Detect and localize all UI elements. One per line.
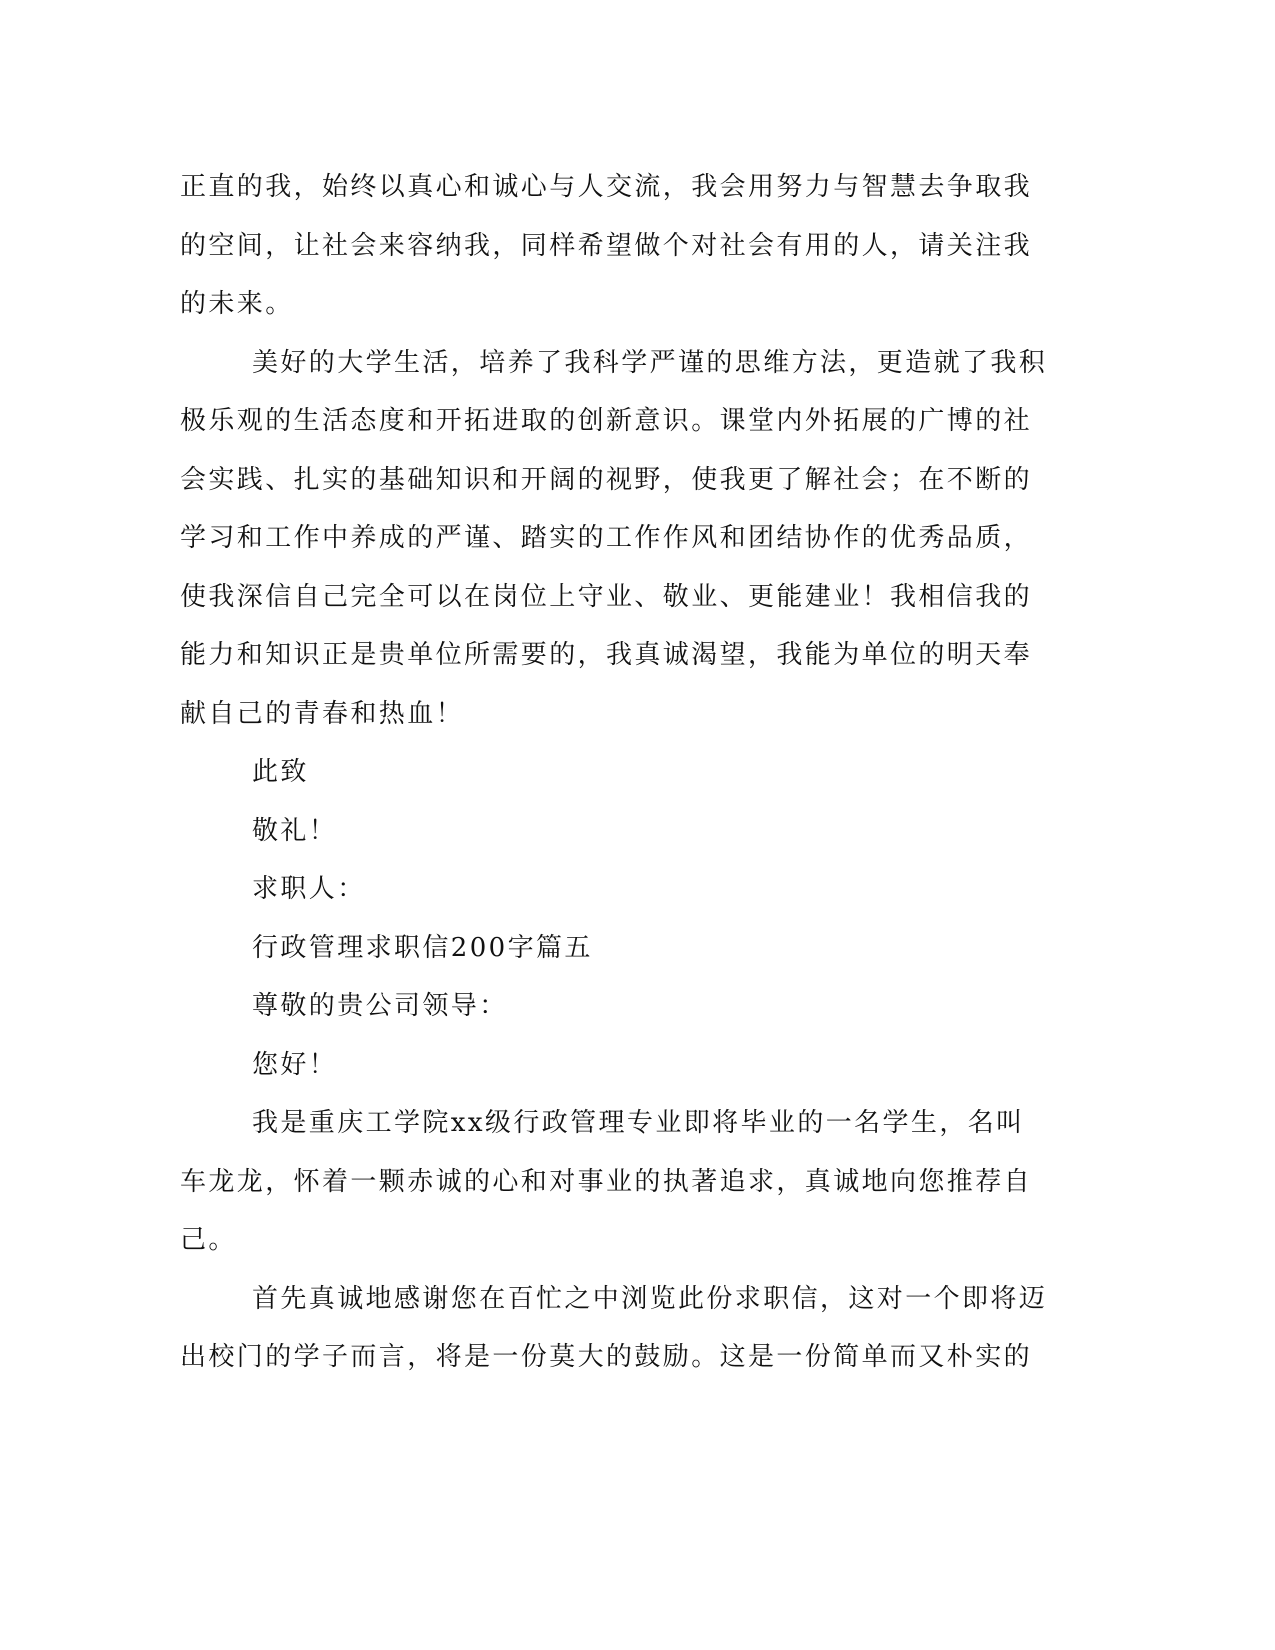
text-line: 己。: [180, 1225, 237, 1255]
signature-label: 求职人：: [252, 874, 366, 904]
text-line: 的空间，让社会来容纳我，同样希望做个对社会有用的人，请关注我: [180, 230, 1033, 261]
salutation: 尊敬的贵公司领导：: [252, 991, 508, 1021]
text-line: 正直的我，始终以真心和诚心与人交流，我会用努力与智慧去争取我: [180, 172, 1033, 202]
text-line: 出校门的学子而言，将是一份莫大的鼓励。这是一份简单而又朴实的: [180, 1342, 1033, 1372]
text-line: 使我深信自己完全可以在岗位上守业、敬业、更能建业！我相信我的: [180, 581, 1033, 612]
closing-line: 此致: [252, 757, 309, 787]
text-line: 能力和知识正是贵单位所需要的，我真诚渴望，我能为单位的明天奉: [180, 640, 1033, 670]
text-line: 美好的大学生活，培养了我科学严谨的思维方法，更造就了我积: [252, 347, 1048, 378]
text-line: 学习和工作中养成的严谨、踏实的工作作风和团结协作的优秀品质，: [180, 523, 1033, 553]
document-body: [180, 158, 1048, 1387]
text-line: 车龙龙，怀着一颗赤诚的心和对事业的执著追求，真诚地向您推荐自: [180, 1166, 1033, 1197]
text-line: 献自己的青春和热血！: [180, 698, 465, 729]
section-heading: 行政管理求职信200字篇五: [252, 932, 593, 963]
text-line: 会实践、扎实的基础知识和开阔的视野，使我更了解社会；在不断的: [180, 464, 1033, 495]
closing-line: 敬礼！: [252, 815, 338, 846]
text-line: 首先真诚地感谢您在百忙之中浏览此份求职信，这对一个即将迈: [252, 1283, 1048, 1314]
text-line: 我是重庆工学院xx级行政管理专业即将毕业的一名学生，名叫: [252, 1108, 1025, 1138]
greeting: 您好！: [252, 1049, 338, 1080]
text-line: 的未来。: [180, 289, 294, 319]
text-line: 极乐观的生活态度和开拓进取的创新意识。课堂内外拓展的广博的社: [180, 406, 1033, 436]
